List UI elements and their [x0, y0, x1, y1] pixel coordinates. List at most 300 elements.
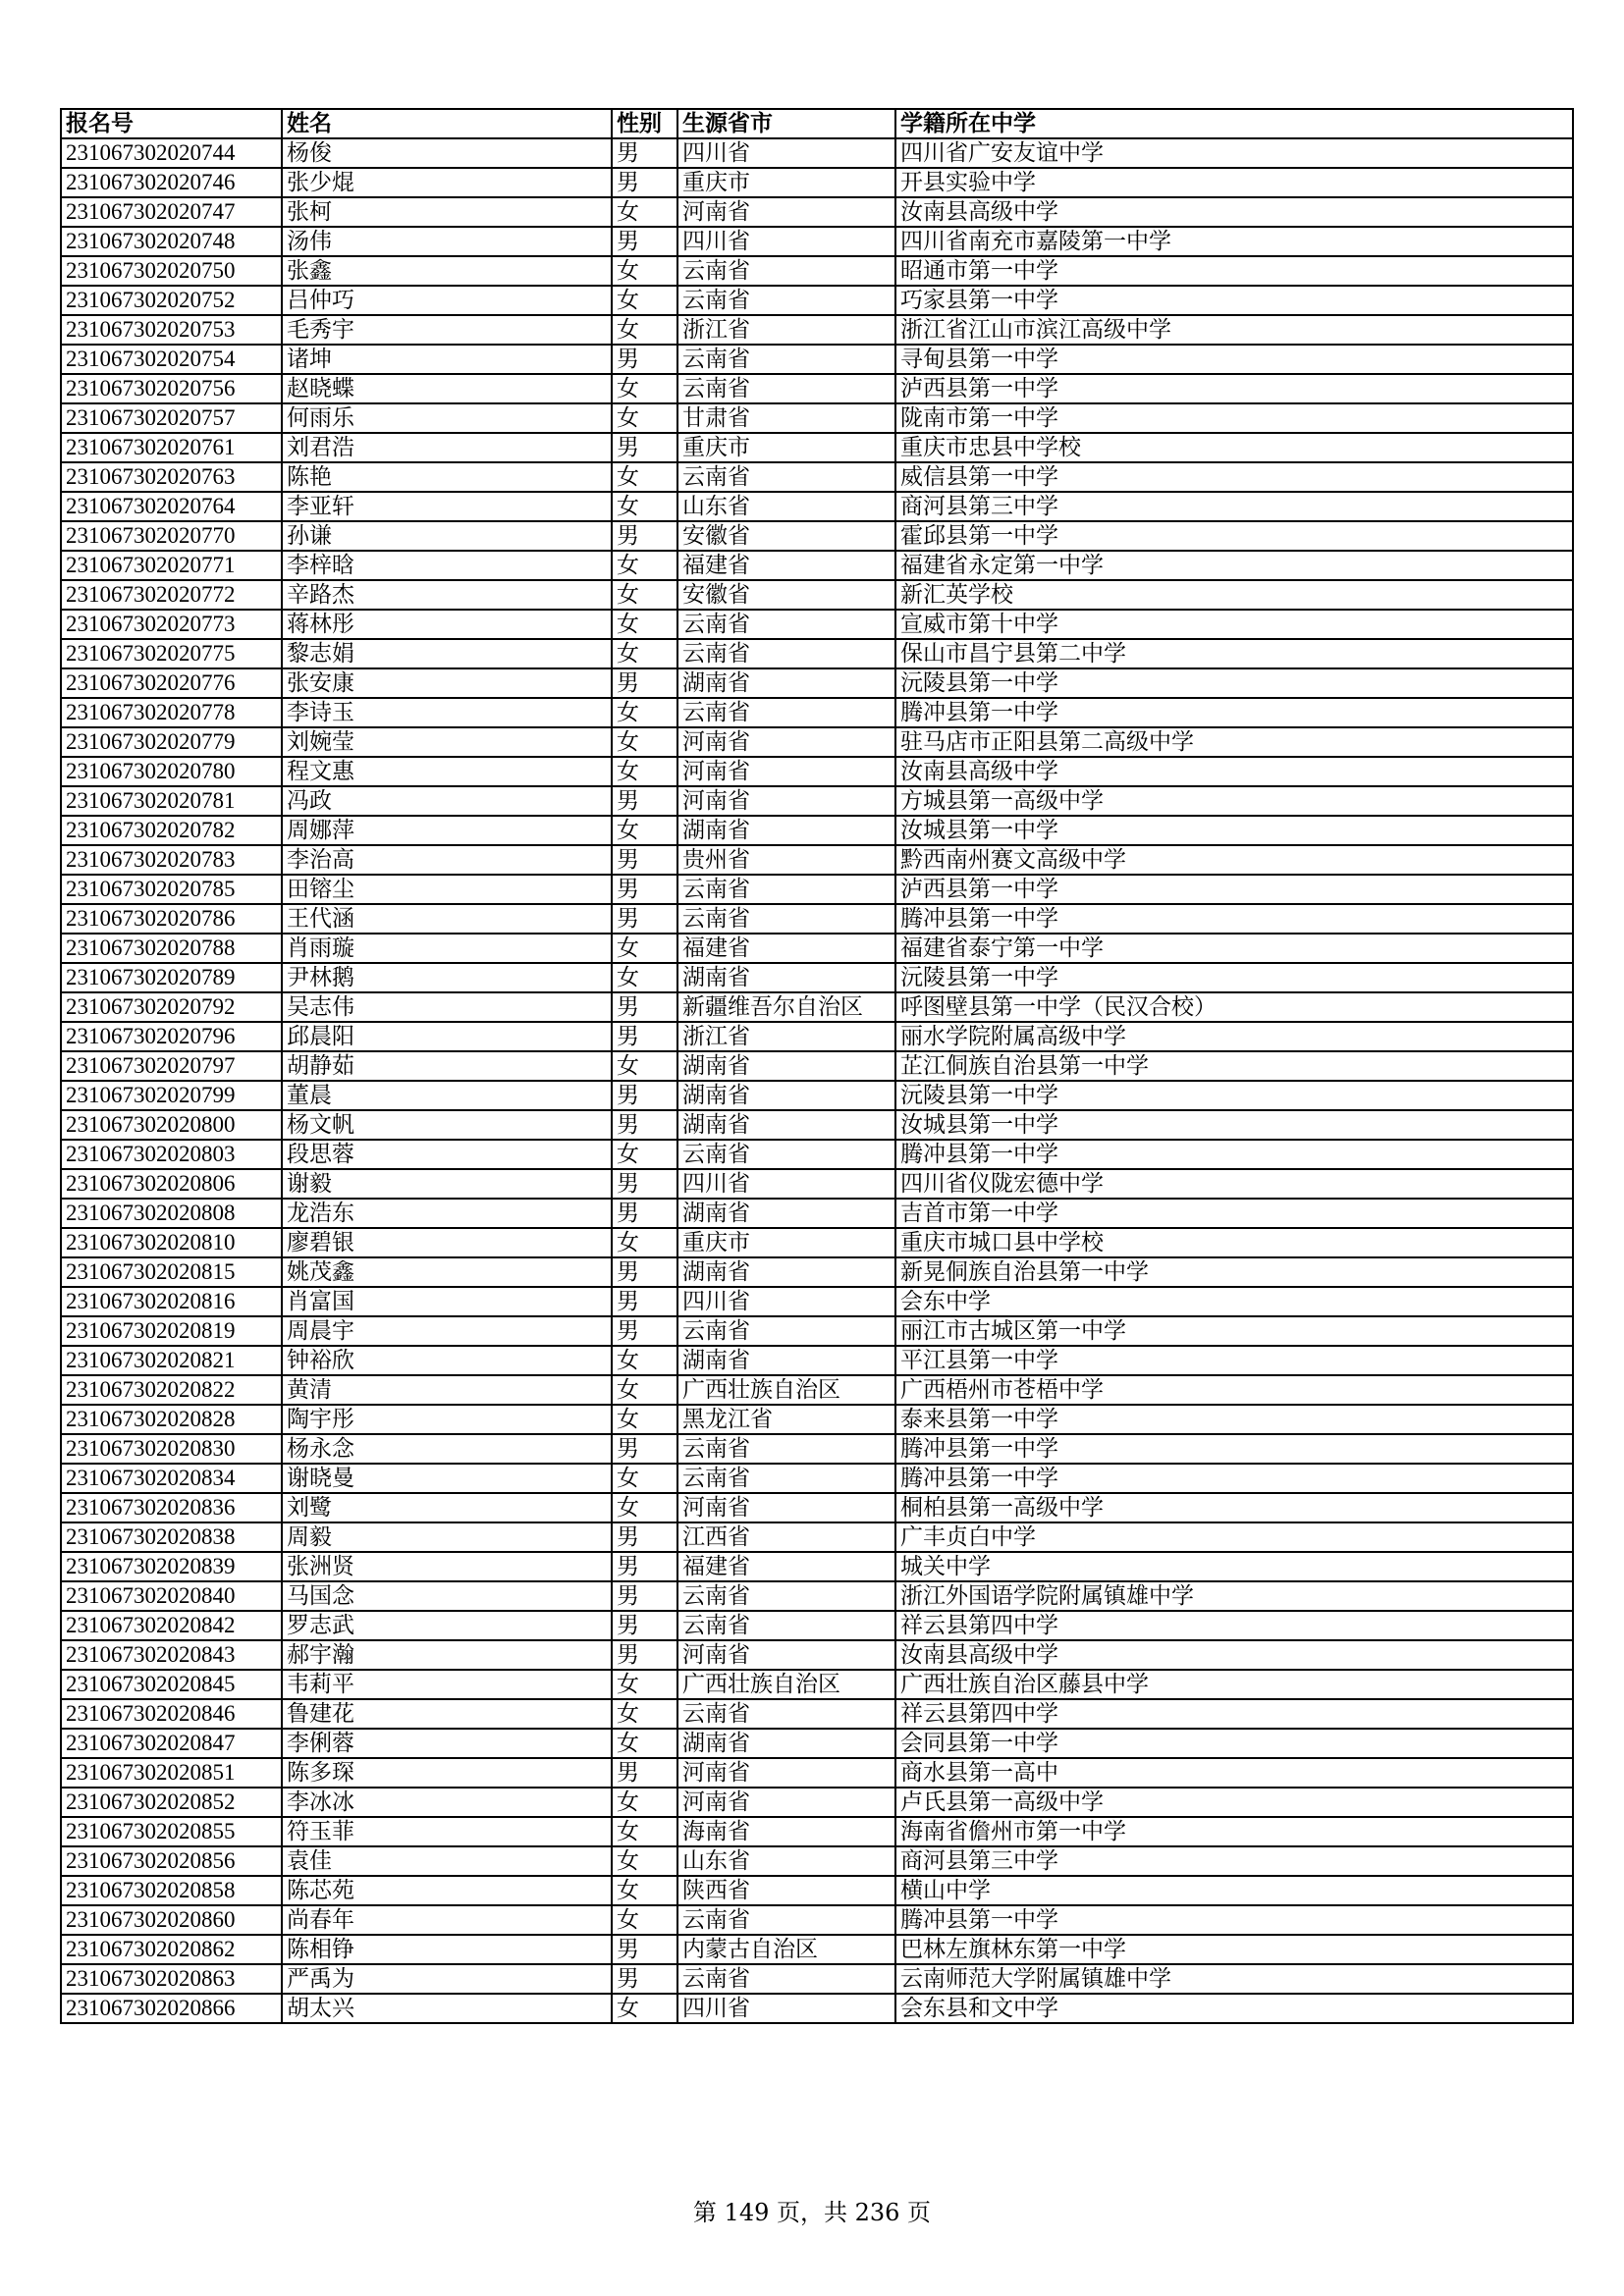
name-cell: 刘婉莹 — [282, 727, 612, 757]
table-row — [61, 138, 1573, 168]
table-row — [61, 727, 1573, 757]
registration-number-cell: 231067302020862 — [61, 1935, 282, 1964]
high-school-cell: 广西梧州市苍梧中学 — [895, 1375, 1573, 1405]
high-school-cell: 祥云县第四中学 — [895, 1699, 1573, 1729]
table-row — [61, 256, 1573, 286]
name-cell: 郝宇瀚 — [282, 1640, 612, 1670]
high-school-cell: 平江县第一中学 — [895, 1346, 1573, 1375]
origin-province-cell: 湖南省 — [677, 1110, 895, 1140]
roster-sheet — [60, 108, 1572, 2024]
registration-number-cell: 231067302020866 — [61, 1994, 282, 2023]
sex-cell: 男 — [612, 1552, 677, 1581]
name-cell: 韦莉平 — [282, 1670, 612, 1699]
name-cell: 李俐蓉 — [282, 1729, 612, 1758]
high-school-cell: 新晃侗族自治县第一中学 — [895, 1257, 1573, 1287]
high-school-cell: 横山中学 — [895, 1876, 1573, 1905]
origin-province-cell: 湖南省 — [677, 668, 895, 698]
high-school-cell: 浙江外国语学院附属镇雄中学 — [895, 1581, 1573, 1611]
high-school-cell: 方城县第一高级中学 — [895, 786, 1573, 816]
sex-cell: 男 — [612, 1081, 677, 1110]
table-row — [61, 1287, 1573, 1316]
registration-number-cell: 231067302020772 — [61, 580, 282, 610]
table-row — [61, 197, 1573, 227]
high-school-cell: 广丰贞白中学 — [895, 1522, 1573, 1552]
admission-roster-table — [60, 108, 1574, 2024]
high-school-cell: 保山市昌宁县第二中学 — [895, 639, 1573, 668]
high-school-cell: 巧家县第一中学 — [895, 286, 1573, 315]
registration-number-cell: 231067302020842 — [61, 1611, 282, 1640]
name-cell: 周毅 — [282, 1522, 612, 1552]
name-cell: 王代涵 — [282, 904, 612, 934]
origin-province-cell: 云南省 — [677, 639, 895, 668]
registration-number-cell: 231067302020773 — [61, 610, 282, 639]
origin-province-cell: 甘肃省 — [677, 403, 895, 433]
registration-number-cell: 231067302020779 — [61, 727, 282, 757]
table-row — [61, 786, 1573, 816]
origin-province-cell: 江西省 — [677, 1522, 895, 1552]
origin-province-cell: 云南省 — [677, 1140, 895, 1169]
origin-province-cell: 重庆市 — [677, 1228, 895, 1257]
origin-province-cell: 云南省 — [677, 610, 895, 639]
sex-cell: 男 — [612, 1110, 677, 1140]
name-cell: 龙浩东 — [282, 1199, 612, 1228]
sex-cell: 女 — [612, 1729, 677, 1758]
high-school-cell: 浙江省江山市滨江高级中学 — [895, 315, 1573, 345]
table-row — [61, 610, 1573, 639]
registration-number-cell: 231067302020796 — [61, 1022, 282, 1051]
sex-cell: 女 — [612, 462, 677, 492]
table-row — [61, 1493, 1573, 1522]
table-row — [61, 551, 1573, 580]
registration-number-cell: 231067302020753 — [61, 315, 282, 345]
high-school-cell: 重庆市城口县中学校 — [895, 1228, 1573, 1257]
sex-cell: 男 — [612, 1611, 677, 1640]
table-header-row — [61, 109, 1573, 138]
registration-number-cell: 231067302020764 — [61, 492, 282, 521]
registration-number-cell: 231067302020840 — [61, 1581, 282, 1611]
origin-province-cell: 安徽省 — [677, 521, 895, 551]
high-school-cell: 四川省广安友谊中学 — [895, 138, 1573, 168]
high-school-cell: 沅陵县第一中学 — [895, 668, 1573, 698]
name-cell: 陈芯苑 — [282, 1876, 612, 1905]
origin-province-cell: 浙江省 — [677, 315, 895, 345]
sex-cell: 女 — [612, 492, 677, 521]
name-cell: 何雨乐 — [282, 403, 612, 433]
origin-province-cell: 河南省 — [677, 757, 895, 786]
origin-province-cell: 四川省 — [677, 1287, 895, 1316]
name-cell: 肖雨璇 — [282, 934, 612, 963]
registration-number-cell: 231067302020785 — [61, 875, 282, 904]
origin-province-cell: 新疆维吾尔自治区 — [677, 992, 895, 1022]
registration-number-cell: 231067302020851 — [61, 1758, 282, 1788]
name-cell: 田镕尘 — [282, 875, 612, 904]
header-sex: 性别 — [612, 109, 677, 138]
registration-number-cell: 231067302020860 — [61, 1905, 282, 1935]
sex-cell: 女 — [612, 580, 677, 610]
registration-number-cell: 231067302020788 — [61, 934, 282, 963]
sex-cell: 女 — [612, 315, 677, 345]
header-registration-number: 报名号 — [61, 109, 282, 138]
origin-province-cell: 云南省 — [677, 1581, 895, 1611]
origin-province-cell: 云南省 — [677, 256, 895, 286]
name-cell: 尹林鹅 — [282, 963, 612, 992]
name-cell: 尚春年 — [282, 1905, 612, 1935]
sex-cell: 男 — [612, 1434, 677, 1464]
registration-number-cell: 231067302020792 — [61, 992, 282, 1022]
name-cell: 袁佳 — [282, 1846, 612, 1876]
sex-cell: 女 — [612, 816, 677, 845]
high-school-cell: 商河县第三中学 — [895, 492, 1573, 521]
registration-number-cell: 231067302020806 — [61, 1169, 282, 1199]
high-school-cell: 新汇英学校 — [895, 580, 1573, 610]
table-body — [61, 138, 1573, 2023]
sex-cell: 女 — [612, 1905, 677, 1935]
high-school-cell: 呼图壁县第一中学（民汉合校） — [895, 992, 1573, 1022]
sex-cell: 男 — [612, 521, 677, 551]
sex-cell: 男 — [612, 168, 677, 197]
table-row — [61, 1081, 1573, 1110]
name-cell: 杨俊 — [282, 138, 612, 168]
name-cell: 姚茂鑫 — [282, 1257, 612, 1287]
sex-cell: 女 — [612, 639, 677, 668]
high-school-cell: 四川省仪陇宏德中学 — [895, 1169, 1573, 1199]
origin-province-cell: 湖南省 — [677, 816, 895, 845]
table-row — [61, 1316, 1573, 1346]
registration-number-cell: 231067302020778 — [61, 698, 282, 727]
high-school-cell: 会东县和文中学 — [895, 1994, 1573, 2023]
high-school-cell: 会东中学 — [895, 1287, 1573, 1316]
name-cell: 谢毅 — [282, 1169, 612, 1199]
high-school-cell: 泸西县第一中学 — [895, 875, 1573, 904]
sex-cell: 女 — [612, 256, 677, 286]
table-row — [61, 374, 1573, 403]
table-row — [61, 168, 1573, 197]
high-school-cell: 沅陵县第一中学 — [895, 963, 1573, 992]
name-cell: 刘鹭 — [282, 1493, 612, 1522]
table-row — [61, 934, 1573, 963]
high-school-cell: 商水县第一高中 — [895, 1758, 1573, 1788]
name-cell: 陶宇彤 — [282, 1405, 612, 1434]
sex-cell: 女 — [612, 1876, 677, 1905]
high-school-cell: 汝城县第一中学 — [895, 816, 1573, 845]
registration-number-cell: 231067302020780 — [61, 757, 282, 786]
origin-province-cell: 重庆市 — [677, 433, 895, 462]
table-row — [61, 1522, 1573, 1552]
high-school-cell: 腾冲县第一中学 — [895, 1140, 1573, 1169]
name-cell: 谢晓曼 — [282, 1464, 612, 1493]
sex-cell: 男 — [612, 1522, 677, 1552]
high-school-cell: 福建省永定第一中学 — [895, 551, 1573, 580]
table-row — [61, 1935, 1573, 1964]
high-school-cell: 巴林左旗林东第一中学 — [895, 1935, 1573, 1964]
origin-province-cell: 河南省 — [677, 786, 895, 816]
origin-province-cell: 四川省 — [677, 227, 895, 256]
table-row — [61, 580, 1573, 610]
high-school-cell: 昭通市第一中学 — [895, 256, 1573, 286]
high-school-cell: 宣威市第十中学 — [895, 610, 1573, 639]
page-number-text: 第 149 页，共 236 页 — [692, 2199, 932, 2226]
registration-number-cell: 231067302020747 — [61, 197, 282, 227]
high-school-cell: 四川省南充市嘉陵第一中学 — [895, 227, 1573, 256]
sex-cell: 女 — [612, 286, 677, 315]
sex-cell: 男 — [612, 1287, 677, 1316]
sex-cell: 男 — [612, 1581, 677, 1611]
registration-number-cell: 231067302020863 — [61, 1964, 282, 1994]
origin-province-cell: 安徽省 — [677, 580, 895, 610]
table-row — [61, 1051, 1573, 1081]
table-row — [61, 875, 1573, 904]
sex-cell: 女 — [612, 1405, 677, 1434]
origin-province-cell: 湖南省 — [677, 963, 895, 992]
origin-province-cell: 云南省 — [677, 1699, 895, 1729]
origin-province-cell: 重庆市 — [677, 168, 895, 197]
page-footer — [0, 2193, 1624, 2227]
table-row — [61, 1140, 1573, 1169]
high-school-cell: 广西壮族自治区藤县中学 — [895, 1670, 1573, 1699]
table-row — [61, 698, 1573, 727]
origin-province-cell: 云南省 — [677, 904, 895, 934]
sex-cell: 女 — [612, 374, 677, 403]
sex-cell: 男 — [612, 1935, 677, 1964]
table-row — [61, 1670, 1573, 1699]
sex-cell: 女 — [612, 1464, 677, 1493]
sex-cell: 男 — [612, 1169, 677, 1199]
table-row — [61, 1640, 1573, 1670]
registration-number-cell: 231067302020800 — [61, 1110, 282, 1140]
origin-province-cell: 云南省 — [677, 698, 895, 727]
sex-cell: 女 — [612, 963, 677, 992]
high-school-cell: 腾冲县第一中学 — [895, 1905, 1573, 1935]
sex-cell: 女 — [612, 403, 677, 433]
table-row — [61, 1994, 1573, 2023]
table-row — [61, 639, 1573, 668]
sex-cell: 男 — [612, 227, 677, 256]
name-cell: 段思蓉 — [282, 1140, 612, 1169]
registration-number-cell: 231067302020838 — [61, 1522, 282, 1552]
name-cell: 李梓晗 — [282, 551, 612, 580]
origin-province-cell: 云南省 — [677, 1434, 895, 1464]
high-school-cell: 开县实验中学 — [895, 168, 1573, 197]
registration-number-cell: 231067302020843 — [61, 1640, 282, 1670]
high-school-cell: 威信县第一中学 — [895, 462, 1573, 492]
table-row — [61, 1346, 1573, 1375]
sex-cell: 男 — [612, 1257, 677, 1287]
table-row — [61, 1964, 1573, 1994]
name-cell: 黎志娟 — [282, 639, 612, 668]
origin-province-cell: 河南省 — [677, 1758, 895, 1788]
sex-cell: 女 — [612, 1493, 677, 1522]
table-row — [61, 1817, 1573, 1846]
high-school-cell: 泸西县第一中学 — [895, 374, 1573, 403]
registration-number-cell: 231067302020752 — [61, 286, 282, 315]
origin-province-cell: 湖南省 — [677, 1199, 895, 1228]
high-school-cell: 芷江侗族自治县第一中学 — [895, 1051, 1573, 1081]
origin-province-cell: 福建省 — [677, 551, 895, 580]
sex-cell: 女 — [612, 1670, 677, 1699]
registration-number-cell: 231067302020845 — [61, 1670, 282, 1699]
high-school-cell: 丽水学院附属高级中学 — [895, 1022, 1573, 1051]
name-cell: 李治高 — [282, 845, 612, 875]
high-school-cell: 寻甸县第一中学 — [895, 345, 1573, 374]
registration-number-cell: 231067302020789 — [61, 963, 282, 992]
origin-province-cell: 河南省 — [677, 1788, 895, 1817]
name-cell: 刘君浩 — [282, 433, 612, 462]
registration-number-cell: 231067302020836 — [61, 1493, 282, 1522]
table-row — [61, 521, 1573, 551]
sex-cell: 女 — [612, 757, 677, 786]
origin-province-cell: 河南省 — [677, 1493, 895, 1522]
table-row — [61, 1405, 1573, 1434]
origin-province-cell: 福建省 — [677, 934, 895, 963]
table-row — [61, 1464, 1573, 1493]
sex-cell: 男 — [612, 1316, 677, 1346]
table-row — [61, 668, 1573, 698]
sex-cell: 女 — [612, 1994, 677, 2023]
origin-province-cell: 广西壮族自治区 — [677, 1670, 895, 1699]
registration-number-cell: 231067302020822 — [61, 1375, 282, 1405]
table-row — [61, 462, 1573, 492]
origin-province-cell: 陕西省 — [677, 1876, 895, 1905]
registration-number-cell: 231067302020748 — [61, 227, 282, 256]
table-row — [61, 1199, 1573, 1228]
registration-number-cell: 231067302020771 — [61, 551, 282, 580]
table-row — [61, 1022, 1573, 1051]
name-cell: 吴志伟 — [282, 992, 612, 1022]
sex-cell: 男 — [612, 138, 677, 168]
registration-number-cell: 231067302020821 — [61, 1346, 282, 1375]
origin-province-cell: 云南省 — [677, 462, 895, 492]
registration-number-cell: 231067302020819 — [61, 1316, 282, 1346]
origin-province-cell: 云南省 — [677, 1316, 895, 1346]
table-row — [61, 1729, 1573, 1758]
registration-number-cell: 231067302020763 — [61, 462, 282, 492]
table-row — [61, 1257, 1573, 1287]
table-row — [61, 1846, 1573, 1876]
sex-cell: 女 — [612, 1788, 677, 1817]
sex-cell: 女 — [612, 934, 677, 963]
name-cell: 周娜萍 — [282, 816, 612, 845]
registration-number-cell: 231067302020808 — [61, 1199, 282, 1228]
registration-number-cell: 231067302020782 — [61, 816, 282, 845]
registration-number-cell: 231067302020828 — [61, 1405, 282, 1434]
table-row — [61, 286, 1573, 315]
name-cell: 钟裕欣 — [282, 1346, 612, 1375]
table-row — [61, 1905, 1573, 1935]
origin-province-cell: 湖南省 — [677, 1257, 895, 1287]
registration-number-cell: 231067302020856 — [61, 1846, 282, 1876]
name-cell: 胡静茹 — [282, 1051, 612, 1081]
origin-province-cell: 云南省 — [677, 345, 895, 374]
origin-province-cell: 云南省 — [677, 1964, 895, 1994]
name-cell: 廖碧银 — [282, 1228, 612, 1257]
origin-province-cell: 云南省 — [677, 286, 895, 315]
origin-province-cell: 四川省 — [677, 138, 895, 168]
table-row — [61, 492, 1573, 521]
sex-cell: 女 — [612, 1699, 677, 1729]
origin-province-cell: 贵州省 — [677, 845, 895, 875]
name-cell: 符玉菲 — [282, 1817, 612, 1846]
registration-number-cell: 231067302020816 — [61, 1287, 282, 1316]
high-school-cell: 汝南县高级中学 — [895, 197, 1573, 227]
origin-province-cell: 湖南省 — [677, 1051, 895, 1081]
table-row — [61, 433, 1573, 462]
table-row — [61, 904, 1573, 934]
registration-number-cell: 231067302020847 — [61, 1729, 282, 1758]
sex-cell: 男 — [612, 845, 677, 875]
high-school-cell: 桐柏县第一高级中学 — [895, 1493, 1573, 1522]
sex-cell: 女 — [612, 551, 677, 580]
origin-province-cell: 河南省 — [677, 1640, 895, 1670]
table-row — [61, 1876, 1573, 1905]
origin-province-cell: 河南省 — [677, 197, 895, 227]
high-school-cell: 丽江市古城区第一中学 — [895, 1316, 1573, 1346]
name-cell: 邱晨阳 — [282, 1022, 612, 1051]
origin-province-cell: 山东省 — [677, 492, 895, 521]
registration-number-cell: 231067302020775 — [61, 639, 282, 668]
name-cell: 周晨宇 — [282, 1316, 612, 1346]
sex-cell: 男 — [612, 904, 677, 934]
name-cell: 辛路杰 — [282, 580, 612, 610]
sex-cell: 女 — [612, 1846, 677, 1876]
sex-cell: 男 — [612, 1022, 677, 1051]
table-row — [61, 992, 1573, 1022]
high-school-cell: 陇南市第一中学 — [895, 403, 1573, 433]
registration-number-cell: 231067302020846 — [61, 1699, 282, 1729]
sex-cell: 男 — [612, 1758, 677, 1788]
high-school-cell: 卢氏县第一高级中学 — [895, 1788, 1573, 1817]
table-row — [61, 1169, 1573, 1199]
sex-cell: 女 — [612, 727, 677, 757]
origin-province-cell: 湖南省 — [677, 1729, 895, 1758]
registration-number-cell: 231067302020839 — [61, 1552, 282, 1581]
table-row — [61, 227, 1573, 256]
sex-cell: 男 — [612, 433, 677, 462]
origin-province-cell: 河南省 — [677, 727, 895, 757]
origin-province-cell: 广西壮族自治区 — [677, 1375, 895, 1405]
sex-cell: 女 — [612, 1346, 677, 1375]
origin-province-cell: 云南省 — [677, 374, 895, 403]
sex-cell: 女 — [612, 197, 677, 227]
high-school-cell: 商河县第三中学 — [895, 1846, 1573, 1876]
table-row — [61, 1434, 1573, 1464]
name-cell: 张安康 — [282, 668, 612, 698]
registration-number-cell: 231067302020770 — [61, 521, 282, 551]
high-school-cell: 吉首市第一中学 — [895, 1199, 1573, 1228]
high-school-cell: 海南省儋州市第一中学 — [895, 1817, 1573, 1846]
sex-cell: 男 — [612, 668, 677, 698]
high-school-cell: 腾冲县第一中学 — [895, 1464, 1573, 1493]
origin-province-cell: 云南省 — [677, 875, 895, 904]
origin-province-cell: 山东省 — [677, 1846, 895, 1876]
table-row — [61, 1581, 1573, 1611]
high-school-cell: 腾冲县第一中学 — [895, 904, 1573, 934]
header-name: 姓名 — [282, 109, 612, 138]
registration-number-cell: 231067302020754 — [61, 345, 282, 374]
sex-cell: 女 — [612, 698, 677, 727]
table-row — [61, 1699, 1573, 1729]
high-school-cell: 祥云县第四中学 — [895, 1611, 1573, 1640]
sex-cell: 女 — [612, 1817, 677, 1846]
table-row — [61, 1228, 1573, 1257]
name-cell: 蒋林彤 — [282, 610, 612, 639]
sex-cell: 男 — [612, 345, 677, 374]
name-cell: 黄清 — [282, 1375, 612, 1405]
name-cell: 胡太兴 — [282, 1994, 612, 2023]
registration-number-cell: 231067302020834 — [61, 1464, 282, 1493]
name-cell: 张少焜 — [282, 168, 612, 197]
sex-cell: 男 — [612, 1964, 677, 1994]
origin-province-cell: 云南省 — [677, 1464, 895, 1493]
